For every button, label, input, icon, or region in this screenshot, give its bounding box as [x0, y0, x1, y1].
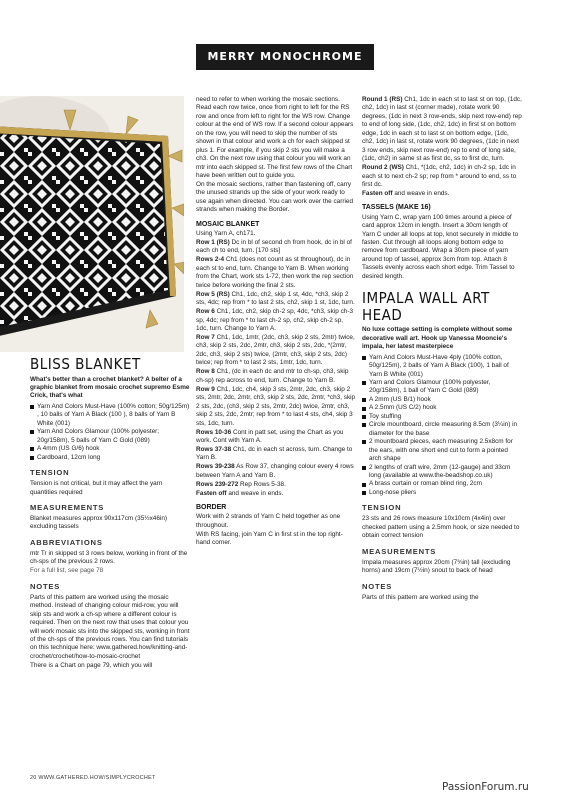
pattern-row: Rows 37-38 Ch1, dc in each st across, turn. Change to Yarn B. — [196, 445, 353, 462]
intro-paragraph-2: On the mosaic sections, rather than fastening off, carry the unused strands up the side of your work ready to use again when directed. You can work over the carried strands when making the Border. — [196, 181, 354, 214]
abbreviations-heading: ABBREVIATIONS — [30, 537, 103, 547]
tension-text: Tension is not critical, but it may affect the yarn quantities required — [30, 480, 163, 496]
pattern-row: Rows 239-272 Rep Rows 5-38. — [196, 480, 286, 488]
tension-heading: TENSION — [30, 468, 70, 478]
measurements-heading: MEASUREMENTS — [30, 502, 105, 512]
material-item: Yarn And Colors Must-Have (100% cotton; 50g/125m) , 10 balls of Yarn A Black (100 ), 8 balls of Yarn B White (001) — [30, 403, 190, 428]
pattern-row: Row 8 Ch1, (dc in each dc and mtr to ch-sp, ch3, skip ch-sp) rep across to end, turn. Change to Yarn B. — [196, 368, 349, 384]
impala-intro: No luxe cottage setting is complete without some decorative wall art. Hook up Vanessa Mooncie's impala, her latest masterpiece — [362, 326, 513, 351]
material-item: Toy stuffing — [362, 413, 522, 421]
material-item: Circle mountboard, circle measuring 8.5cm (3¼in) in diameter for the base — [362, 421, 522, 438]
impala-measurements-heading: MEASUREMENTS — [362, 546, 437, 556]
notes-text-2: There is a Chart on page 79, which you will — [30, 661, 153, 669]
page-footer: 20 WWW.GATHERED.HOW/SIMPLYCROCHET — [30, 775, 156, 781]
border-text: Work with 2 strands of Yarn C held together as one throughout. — [196, 513, 341, 529]
material-item: 2 lengths of craft wire, 2mm (12-gauge) and 33cm long (available at www.the-beadshop.co.uk) — [362, 464, 522, 481]
material-item: Yarn And Colors Glamour (100% polyester; 20g/158m), 5 balls of Yarn C Gold (089) — [30, 428, 190, 445]
impala-notes-text: Parts of this pattern are worked using the — [362, 593, 479, 601]
bliss-blanket-title: BLISS BLANKET — [30, 355, 141, 373]
tassels-heading: TASSELS (MAKE 16) — [362, 204, 431, 212]
material-item: Long-nose pliers — [362, 489, 522, 497]
fasten-off: Fasten off and weave in ends. — [196, 489, 284, 497]
bliss-blanket-intro: What's better than a crochet blanket? A belter of a graphic blanket from mosaic crochet supremo Esme Crick, that's what — [30, 375, 190, 400]
pattern-row: Row 9 Ch1, 1dc, ch4, skip 3 sts, 2mtr, 2dc, ch3, skip 2 sts, 2mtr, 2dc, 2mtr, ch3, skip 2 sts, 2dc, 2mtr, *ch3, skip 2 sts, 2dc, (ch3, skip 2 sts, 2mtr, 2dc) twice, 2mtr, ch3, skip 2 sts, 2dc, 2mtr; rep from * to last 4 sts, ch4, skip 3 sts, 1dc, turn. — [196, 385, 356, 427]
material-item: Yarn and Colors Glamour (100% polyester, 20g/158m), 1 ball of Yarn C Gold (089) — [362, 379, 522, 396]
material-item: Yarn And Colors Must-Have 4ply (100% cotton, 50g/125m), 2 balls of Yarn A Black (100), 1 ball of Yarn B White (001) — [362, 354, 522, 379]
pattern-row: Row 5 (RS) Ch1, 1dc, ch2, skip 1 st, 4dc, *ch3, skip 2 sts, 4dc; rep from * to last 2 sts, ch2, skip 1 st, 1dc, turn. — [196, 290, 355, 307]
column-border-impala — [362, 96, 522, 603]
tassels-text: Using Yarn C, wrap yarn 100 times around a piece of card approx 12cm in length. Insert a 30cm length of Yarn C under all loops at top, knot securely in middle to fasten. Cut through all loops along bottom edge to remove from cardboard. Wrap a 30cm piece of yarn around top of tassel, approx 3cm from top. Attach 8 Tassels evenly across each short edge. Trim Tassel to desired length. — [362, 213, 519, 280]
using-yarn: Using Yarn A, ch171. — [196, 230, 256, 238]
material-item: A brass curtain or roman blind ring, 2cm — [362, 480, 522, 488]
pattern-row: Rows 2-4 Ch1 (does not count as st throughout), dc in each st to end, turn. Change to Yarn B. When working from the Chart, work sts 1-72, then work the rep section twice before working the final 2 sts. — [196, 256, 354, 289]
impala-tension-text: 23 sts and 26 rows measure 10x10cm (4x4in) over checked pattern using a 2.5mm hook, or size needed to obtain correct tension — [362, 515, 520, 540]
border-round-1: Round 1 (RS) Ch1, 1dc in each st to last st on top, (1dc, ch2, 1dc) in last st (corner made), rotate work 90 degrees, (1dc in next 3 row-ends, skip next row-end) rep to end of long side, (1dc, ch2, 1dc) in first st on bottom edge, 1dc in each st to last st on bottom edge, (1dc, ch2, 1dc) in last st, rotate work 90 degrees, (1dc in next 3 row ends, skip next row-end) rep to end of long side, (1dc, ch2) in same st as first dc, ss to first dc, turn. — [362, 96, 522, 163]
impala-tension-heading: TENSION — [362, 503, 402, 513]
measurements-text: Blanket measures approx 90x117cm (35½x46in) excluding tassels — [30, 514, 167, 531]
mosaic-blanket-heading: MOSAIC BLANKET — [196, 220, 260, 228]
material-item: 2 mountboard pieces, each measuring 2.5x8cm for the ears, with one short end cut to form a pointed arch shape — [362, 438, 522, 463]
impala-title: IMPALA WALL ART HEAD — [362, 289, 490, 324]
abbreviations-text: mtr Tr in skipped st 3 rows below, working in front of the ch-sps of the previous 2 rows. — [30, 549, 188, 566]
border-text-2: With RS facing, join Yarn C in first st in the top right-hand corner. — [196, 530, 343, 547]
impala-notes-heading: NOTES — [362, 581, 393, 591]
pattern-row: Rows 10-36 Cont in patt set, using the Chart as you work. Cont with Yarn A. — [196, 428, 344, 444]
column-bliss-blanket — [30, 356, 190, 671]
column-pattern — [196, 96, 356, 548]
blanket-photo — [0, 96, 184, 352]
section-banner: MERRY MONOCHROME — [196, 44, 374, 70]
border-heading: BORDER — [196, 504, 227, 512]
intro-paragraph: need to refer to when working the mosaic sections. Read each row twice, once from right to left for the RS row and once from left to right for the WS row. Change colour at the end of WS row. If a second colour appears on the row, you will need to skip the number of sts shown in that colour and work a ch for each skipped st plus 1. For example, if you skip 2 sts you will make a ch3. On the next row using that colour you will work an mtr into each skipped st. The first few rows of the Chart have been written out to guide you. — [196, 96, 354, 180]
blanket-illustration — [0, 96, 184, 352]
watermark: PassionForum.ru — [442, 781, 529, 793]
pattern-row: Row 1 (RS) Dc in bl of second ch from hook, dc in bl of each ch to end, turn. [170 sts] — [196, 239, 352, 255]
material-item: Cardboard, 12cm long — [30, 454, 190, 462]
abbreviations-link[interactable]: For a full list, see page 78 — [30, 567, 104, 575]
material-item: A 4mm (US G/6) hook — [30, 445, 190, 453]
notes-text: Parts of this pattern are worked using the mosaic method. Instead of changing colour mid-row, you will skip sts and work a ch-sp where a different colour is required. Then on the next row that uses that colour you will work mosaic sts into the skipped sts, working in front of the ch-sps of the previous rows. You can find tutorials on this technique here: www.gathered.how/knitting-and-crochet/crochet/how-to-mosaic-crochet — [30, 593, 190, 660]
impala-measurements-text: Impala measures approx 20cm (7¾in) tall (excluding horns) and 19cm (7½in) snout to back of head — [362, 558, 511, 575]
material-item: A 2mm (US B/1) hook — [362, 396, 522, 404]
notes-heading: NOTES — [30, 581, 61, 591]
border-round-2: Round 2 (WS) Ch1, *(1dc, ch2, 1dc) in ch-2 sp, 1dc in each st to next ch-2 sp; rep from * around to end, ss to first dc. — [362, 164, 517, 189]
fasten-off: Fasten off and weave in ends. — [362, 189, 450, 197]
pattern-row: Rows 39-238 As Row 37, changing colour every 4 rows between Yarn A and Yarn B. — [196, 463, 354, 479]
pattern-row: Row 6 Ch1, 1dc, ch2, skip ch-2 sp, 4dc, *ch3, skip ch-3 sp, 4dc; rep from * to last ch-2 sp, ch2, skip ch-2 sp, 1dc, turn. Change to Yarn A. — [196, 308, 354, 333]
pattern-row: Row 7 Ch1, 1dc, 1mtr, (2dc, ch3, skip 2 sts, 2mtr) twice, ch3, skip 2 sts, 2dc, 2mtr, ch3, skip 2 sts, 2dc, *(2mtr, 2dc, ch3, skip 2 sts) twice, (2mtr, ch3, skip 2 sts, 2dc) twice; rep from * to last 2 sts, 1mtr, 1dc, turn. — [196, 334, 355, 367]
material-item: A 2.5mm (US C/2) hook — [362, 404, 522, 412]
